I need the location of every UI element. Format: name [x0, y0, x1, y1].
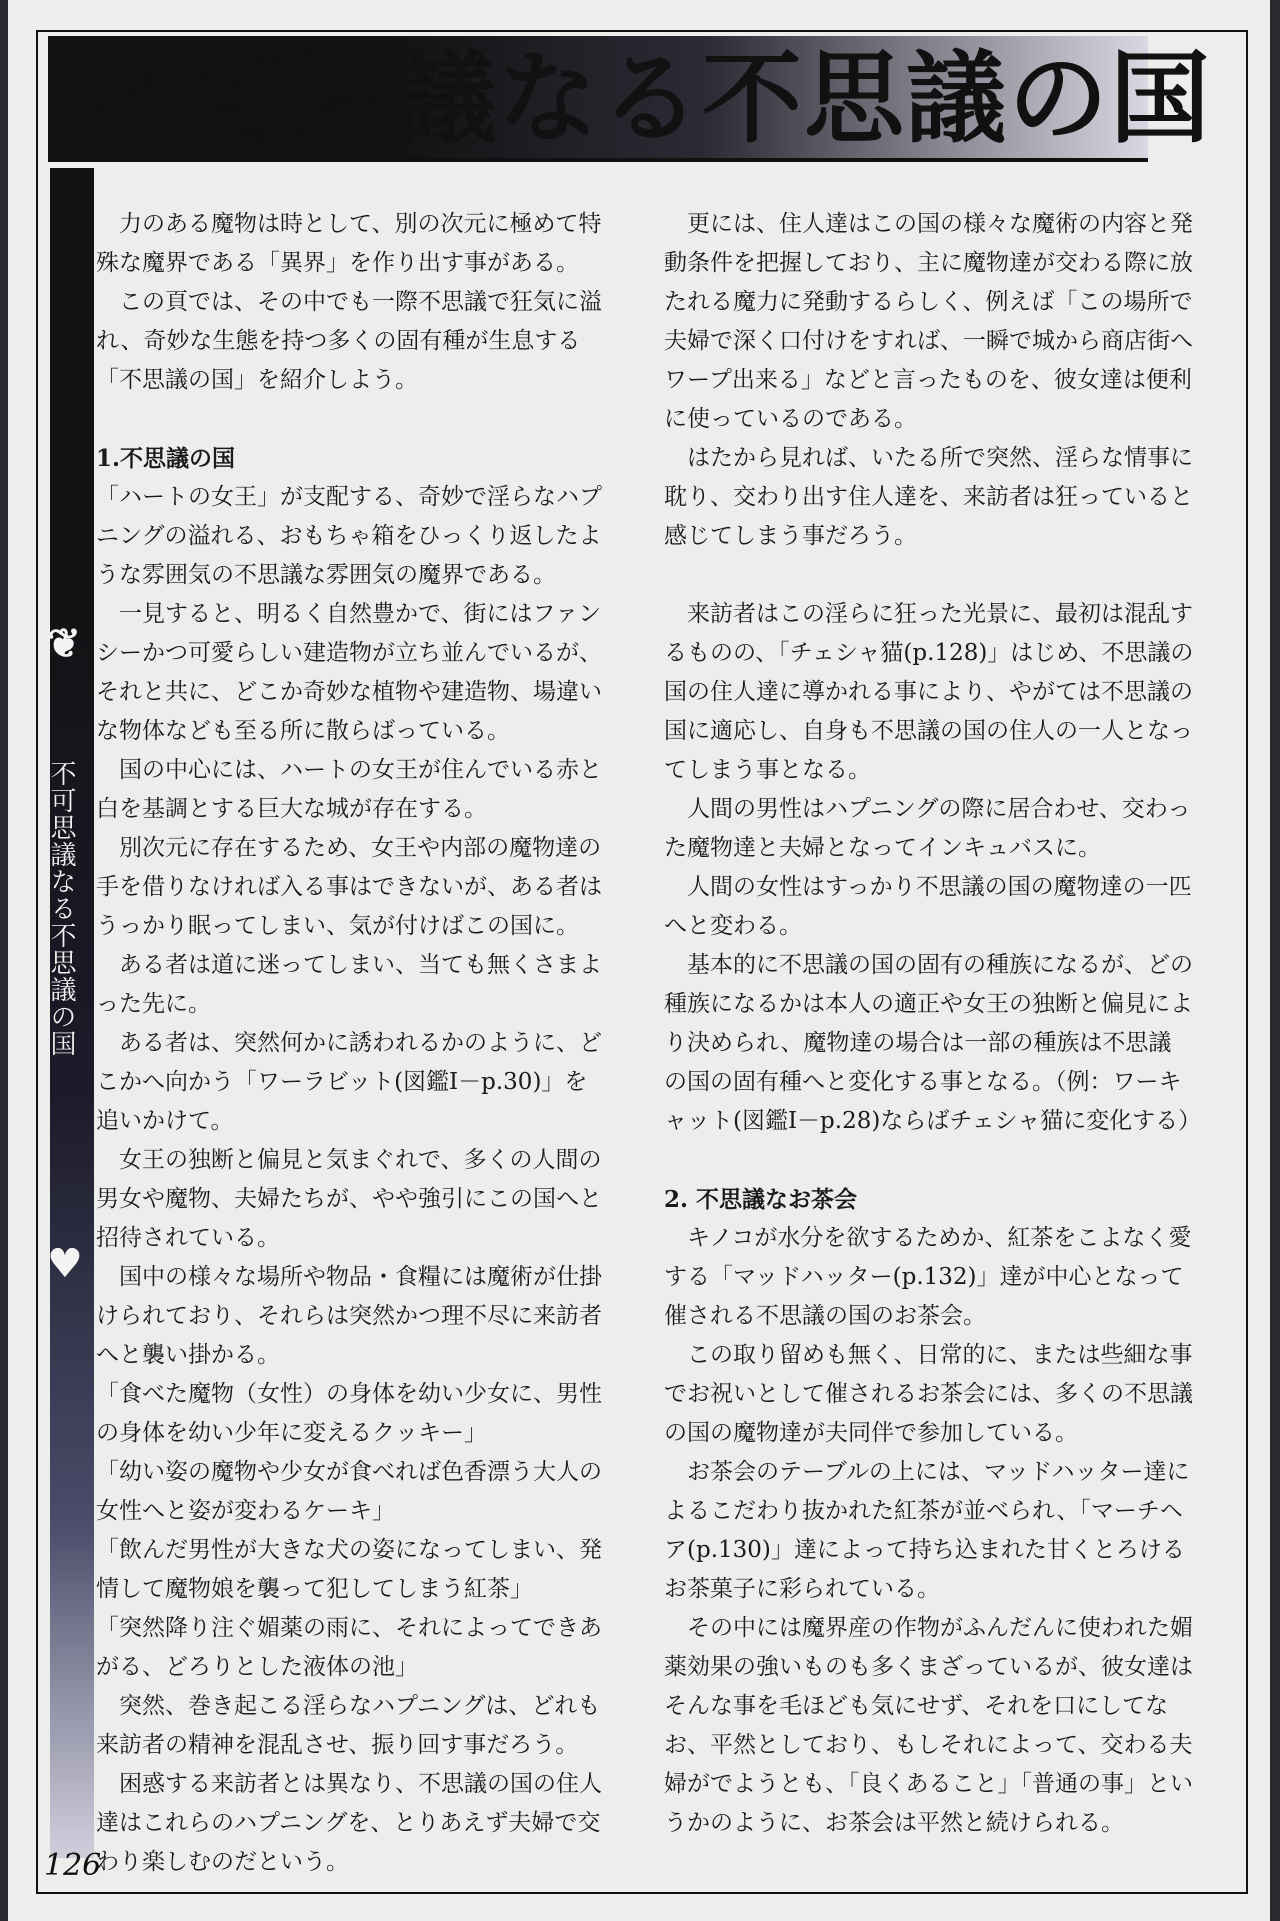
paragraph: ある者は道に迷ってしまい、当ても無くさまよった先に。 — [96, 952, 602, 1017]
heart-ornament-icon: ♥ — [47, 1240, 83, 1287]
paragraph: この頁では、その中でも一際不思議で狂気に溢れ、奇妙な生態を持つ多くの固有種が生息する「不思議の国」を紹介しよう。 — [96, 289, 602, 393]
paragraph: ある者は、突然何かに誘われるかのように、どこかへ向かう「ワーラビット(図鑑Ⅰ－p.30)」を追いかけて。 — [96, 1030, 602, 1134]
paragraph: はたから見れば、いたる所で突然、淫らな情事に耽り、交わり出す住人達を、来訪者は狂っていると感じてしまう事だろう。 — [664, 445, 1193, 549]
paragraph: その中には魔界産の作物がふんだんに使われた媚薬効果の強いものも多くまざっているが、彼女達はそんな事を毛ほども気にせず、それを口にしてなお、平然としており、もしそれによって、交わる夫婦がでようとも、「良くあること」「普通の事」というかのように、お茶会は平然と続けられる。 — [664, 1615, 1193, 1836]
paragraph-gap — [664, 1141, 1194, 1180]
paragraph: 一見すると、明るく自然豊かで、街にはファンシーかつ可愛らしい建造物が立ち並んでいるが、それと共に、どこか奇妙な植物や建造物、場違いな物体なども至る所に散らばっている。 — [96, 601, 602, 744]
section-heading: 1.不思議の国 — [96, 445, 236, 472]
paragraph: 国中の様々な場所や物品・食糧には魔術が仕掛けられており、それらは突然かつ理不尽に来訪者へと襲い掛かる。 — [96, 1264, 602, 1368]
paragraph: 基本的に不思議の国の固有の種族になるが、どの種族になるかは本人の適正や女王の独断と偏見により決められ、魔物達の場合は一部の種族は不思議の国の固有種へと変化する事となる。（例：ワーキャット(図鑑Ⅰ－p.28)ならばチェシャ猫に変化する） — [664, 952, 1202, 1134]
paragraph: キノコが水分を欲するためか、紅茶をこよなく愛する「マッドハッター(p.132)」達が中心となって催される不思議の国のお茶会。 — [664, 1225, 1192, 1329]
paragraph: 「幼い姿の魔物や少女が食べれば色香漂う大人の女性へと姿が変わるケーキ」 — [96, 1459, 602, 1524]
paragraph: 「飲んだ男性が大きな犬の姿になってしまい、発情して魔物娘を襲って犯してしまう紅茶」 — [96, 1537, 602, 1602]
paragraph: この取り留めも無く、日常的に、または些細な事でお祝いとして催されるお茶会には、多くの不思議の国の魔物達が夫同伴で参加している。 — [664, 1342, 1193, 1446]
page-title: 不可思議なる不思議の国 — [90, 40, 1212, 157]
paragraph-gap — [664, 556, 1194, 595]
paragraph: 人間の女性はすっかり不思議の国の魔物達の一匹へと変わる。 — [664, 874, 1192, 939]
paragraph: 来訪者はこの淫らに狂った光景に、最初は混乱するものの、「チェシャ猫(p.128)」はじめ、不思議の国の住人達に導かれる事により、やがては不思議の国に適応し、自身も不思議の国の住人の一人となってしまう事となる。 — [664, 601, 1194, 783]
paragraph: 困惑する来訪者とは異なり、不思議の国の住人達はこれらのハプニングを、とりあえず夫婦で交わり楽しむのだという。 — [96, 1771, 602, 1875]
paragraph: 突然、巻き起こる淫らなハプニングは、どれも来訪者の精神を混乱させ、振り回す事だろう。 — [96, 1693, 601, 1758]
page-number: 126 — [44, 1848, 102, 1883]
paragraph: 別次元に存在するため、女王や内部の魔物達の手を借りなければ入る事はできないが、ある者はうっかり眠ってしまい、気が付けばこの国に。 — [96, 835, 602, 939]
paragraph: 力のある魔物は時として、別の次元に極めて特殊な魔界である「異界」を作り出す事がある。 — [96, 211, 602, 276]
paragraph: 「突然降り注ぐ媚薬の雨に、それによってできあがる、どろりとした液体の池」 — [96, 1615, 602, 1680]
paragraph: 女王の独断と偏見と気まぐれで、多くの人間の男女や魔物、夫婦たちが、やや強引にこの国へと招待されている。 — [96, 1147, 602, 1251]
paragraph: 国の中心には、ハートの女王が住んでいる赤と白を基調とする巨大な城が存在する。 — [96, 757, 602, 822]
paragraph: 「ハートの女王」が支配する、奇妙で淫らなハプニングの溢れる、おもちゃ箱をひっくり返したような雰囲気の不思議な雰囲気の魔界である。 — [96, 484, 602, 588]
paragraph: 「食べた魔物（女性）の身体を幼い少女に、男性の身体を幼い少年に変えるクッキー」 — [96, 1381, 602, 1446]
paragraph: お茶会のテーブルの上には、マッドハッター達によるこだわり抜かれた紅茶が並べられ、「マーチヘア(p.130)」達によって持ち込まれた甘くとろけるお茶菓子に彩られている。 — [664, 1459, 1190, 1602]
ornament-icon: ❦ — [47, 620, 81, 667]
right-column — [664, 205, 1202, 1843]
section-heading: 2. 不思議なお茶会 — [664, 1186, 858, 1213]
paragraph: 人間の男性はハプニングの際に居合わせ、交わった魔物達と夫婦となってインキュバスに。 — [664, 796, 1191, 861]
paragraph-gap — [96, 400, 606, 439]
title-underline — [48, 158, 1148, 162]
left-column — [96, 205, 606, 1882]
paragraph: 更には、住人達はこの国の様々な魔術の内容と発動条件を把握しており、主に魔物達が交わる際に放たれる魔力に発動するらしく、例えば「この場所で夫婦で深く口付けをすれば、一瞬で城から商店街へワープ出来る」などと言ったものを、彼女達は便利に使っているのである。 — [664, 211, 1193, 432]
side-label: 不可思議なる不思議の国 — [46, 760, 76, 1057]
